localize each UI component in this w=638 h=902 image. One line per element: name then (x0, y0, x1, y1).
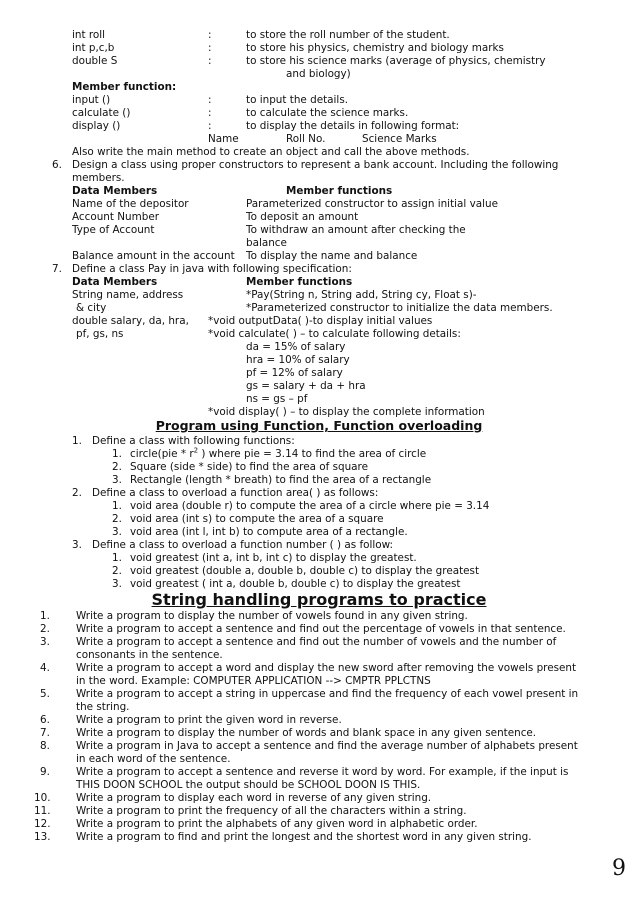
sub-item: void greatest ( int a, double b, double c) to display the greatest (130, 578, 461, 590)
data-members-heading: Data Members (72, 185, 158, 197)
list-item: Write a program to find and print the longest and the shortest word in any given string. (76, 831, 532, 843)
data-member: pf, gs, ns (76, 328, 124, 340)
function-desc: to input the details. (246, 94, 349, 106)
sub-number: 3. (112, 474, 122, 486)
list-item-continued: consonants in the sentence. (76, 649, 223, 661)
list-item: Write a program in Java to accept a sentence and find the average number of alphabets present (76, 740, 578, 752)
colon: : (208, 55, 212, 67)
sub-number: 1. (112, 448, 122, 460)
format-name: Name (208, 133, 239, 145)
formula: da = 15% of salary (246, 341, 346, 353)
sub-item: void area (int l, int b) to compute area of a rectangle. (130, 526, 408, 538)
colon: : (208, 107, 212, 119)
question-number: 6. (52, 159, 62, 171)
formula: pf = 12% of salary (246, 367, 343, 379)
sub-item: void area (int s) to compute the area of a square (130, 513, 384, 525)
list-number: 9. (40, 766, 50, 778)
function-name: calculate () (72, 107, 131, 119)
colon: : (208, 120, 212, 132)
format-marks: Science Marks (362, 133, 437, 145)
list-item: Write a program to print the frequency of all the characters within a string. (76, 805, 467, 817)
list-item: Define a class with following functions: (92, 435, 295, 447)
member-function-continued: balance (246, 237, 287, 249)
sub-number: 2. (112, 565, 122, 577)
sub-number: 2. (112, 513, 122, 525)
section-title-strings: String handling programs to practice (151, 590, 487, 609)
question-number: 7. (52, 263, 62, 275)
sub-number: 2. (112, 461, 122, 473)
list-number: 7. (40, 727, 50, 739)
list-number: 3. (72, 539, 82, 551)
list-number: 5. (40, 688, 50, 700)
function-desc: to display the details in following format: (246, 120, 460, 132)
page-number: 9 (612, 856, 626, 881)
data-member: Name of the depositor (72, 198, 189, 210)
list-item: Write a program to accept a string in uppercase and find the frequency of each vowel present in (76, 688, 579, 700)
sub-item: Square (side * side) to find the area of square (130, 461, 368, 473)
list-item: Define a class to overload a function area( ) as follows: (92, 487, 379, 499)
question-text: Define a class Pay in java with following specification: (72, 263, 352, 275)
sub-item: Rectangle (length * breath) to find the area of a rectangle (130, 474, 432, 486)
function-name: input () (72, 94, 111, 106)
function-name: display () (72, 120, 121, 132)
list-item: Define a class to overload a function number ( ) as follow: (92, 539, 394, 551)
member-functions-heading: Member functions (246, 276, 353, 288)
list-item: Write a program to print the given word in reverse. (76, 714, 342, 726)
member-function: *void calculate( ) – to calculate following details: (208, 328, 461, 340)
formula: hra = 10% of salary (246, 354, 350, 366)
list-number: 8. (40, 740, 50, 752)
member-functions-heading: Member functions (286, 185, 393, 197)
formula: ns = gs – pf (246, 393, 308, 405)
formula: gs = salary + da + hra (246, 380, 366, 392)
list-number: 12. (34, 818, 51, 830)
data-member: String name, address (72, 289, 184, 301)
data-member: Account Number (72, 211, 159, 223)
sub-number: 3. (112, 526, 122, 538)
list-item: Write a program to accept a sentence and reverse it word by word. For example, if the input is (76, 766, 569, 778)
member-desc-continued: and biology) (286, 68, 351, 80)
list-number: 4. (40, 662, 50, 674)
list-item-continued: THIS DOON SCHOOL the output should be SCHOOL DOON IS THIS. (76, 779, 421, 791)
member-desc: to store his science marks (average of physics, chemistry (246, 55, 546, 67)
list-item-continued: in each word of the sentence. (76, 753, 231, 765)
list-number: 2. (72, 487, 82, 499)
list-number: 13. (34, 831, 51, 843)
member-desc: to store his physics, chemistry and biology marks (246, 42, 504, 54)
format-roll: Roll No. (286, 133, 326, 145)
list-item: Write a program to display the number of words and blank space in any given sentence. (76, 727, 537, 739)
member-function: *Pay(String n, String add, String cy, Float s)- (246, 289, 477, 301)
sub-number: 1. (112, 552, 122, 564)
data-member: & city (76, 302, 107, 314)
main-method-note: Also write the main method to create an object and call the above methods. (72, 146, 470, 158)
list-item: Write a program to accept a sentence and find out the number of vowels and the number of (76, 636, 557, 648)
list-number: 6. (40, 714, 50, 726)
member-name: int roll (72, 29, 106, 41)
data-members-heading: Data Members (72, 276, 158, 288)
member-function: *Parameterized constructor to initialize the data members. (246, 302, 553, 314)
list-item-continued: the string. (76, 701, 130, 713)
function-desc: to calculate the science marks. (246, 107, 409, 119)
sub-item: void area (double r) to compute the area of a circle where pie = 3.14 (130, 500, 490, 512)
list-number: 1. (40, 610, 50, 622)
question-text: Design a class using proper constructors to represent a bank account. Including the following (72, 159, 559, 171)
member-function: *void outputData( )-to display initial values (208, 315, 433, 327)
list-number: 3. (40, 636, 50, 648)
list-item-continued: in the word. Example: COMPUTER APPLICATION --> CMPTR PPLCTNS (76, 675, 431, 687)
sub-number: 1. (112, 500, 122, 512)
member-function: To display the name and balance (246, 250, 418, 262)
section-title-functions: Program using Function, Function overloading (155, 418, 483, 433)
list-number: 2. (40, 623, 50, 635)
sub-item: void greatest (double a, double b, double c) to display the greatest (130, 565, 480, 577)
list-item: Write a program to display each word in reverse of any given string. (76, 792, 432, 804)
list-item: Write a program to print the alphabets of any given word in alphabetic order. (76, 818, 478, 830)
list-number: 11. (34, 805, 51, 817)
member-name: int p,c,b (72, 42, 115, 54)
data-member: double salary, da, hra, (72, 315, 189, 327)
member-function: Parameterized constructor to assign initial value (246, 198, 498, 210)
list-number: 10. (34, 792, 51, 804)
question-text-continued: members. (72, 172, 125, 184)
colon: : (208, 94, 212, 106)
list-item: Write a program to display the number of vowels found in any given string. (76, 610, 468, 622)
list-item: Write a program to accept a word and display the new sword after removing the vowels present (76, 662, 577, 674)
list-item: Write a program to accept a sentence and find out the percentage of vowels in that sentence. (76, 623, 566, 635)
member-function: *void display( ) – to display the complete information (208, 406, 485, 418)
sub-item: void greatest (int a, int b, int c) to display the greatest. (130, 552, 417, 564)
member-function: To deposit an amount (246, 211, 359, 223)
colon: : (208, 29, 212, 41)
member-desc: to store the roll number of the student. (246, 29, 450, 41)
sub-number: 3. (112, 578, 122, 590)
member-function: To withdraw an amount after checking the (246, 224, 466, 236)
data-member: Type of Account (72, 224, 155, 236)
sub-item: circle(pie * $r^2$ ) where pie = 3.14 to find the area of circle (130, 446, 427, 460)
member-name: double S (72, 55, 118, 67)
member-function-heading: Member function: (72, 81, 177, 93)
data-member: Balance amount in the account (72, 250, 235, 262)
colon: : (208, 42, 212, 54)
list-number: 1. (72, 435, 82, 447)
